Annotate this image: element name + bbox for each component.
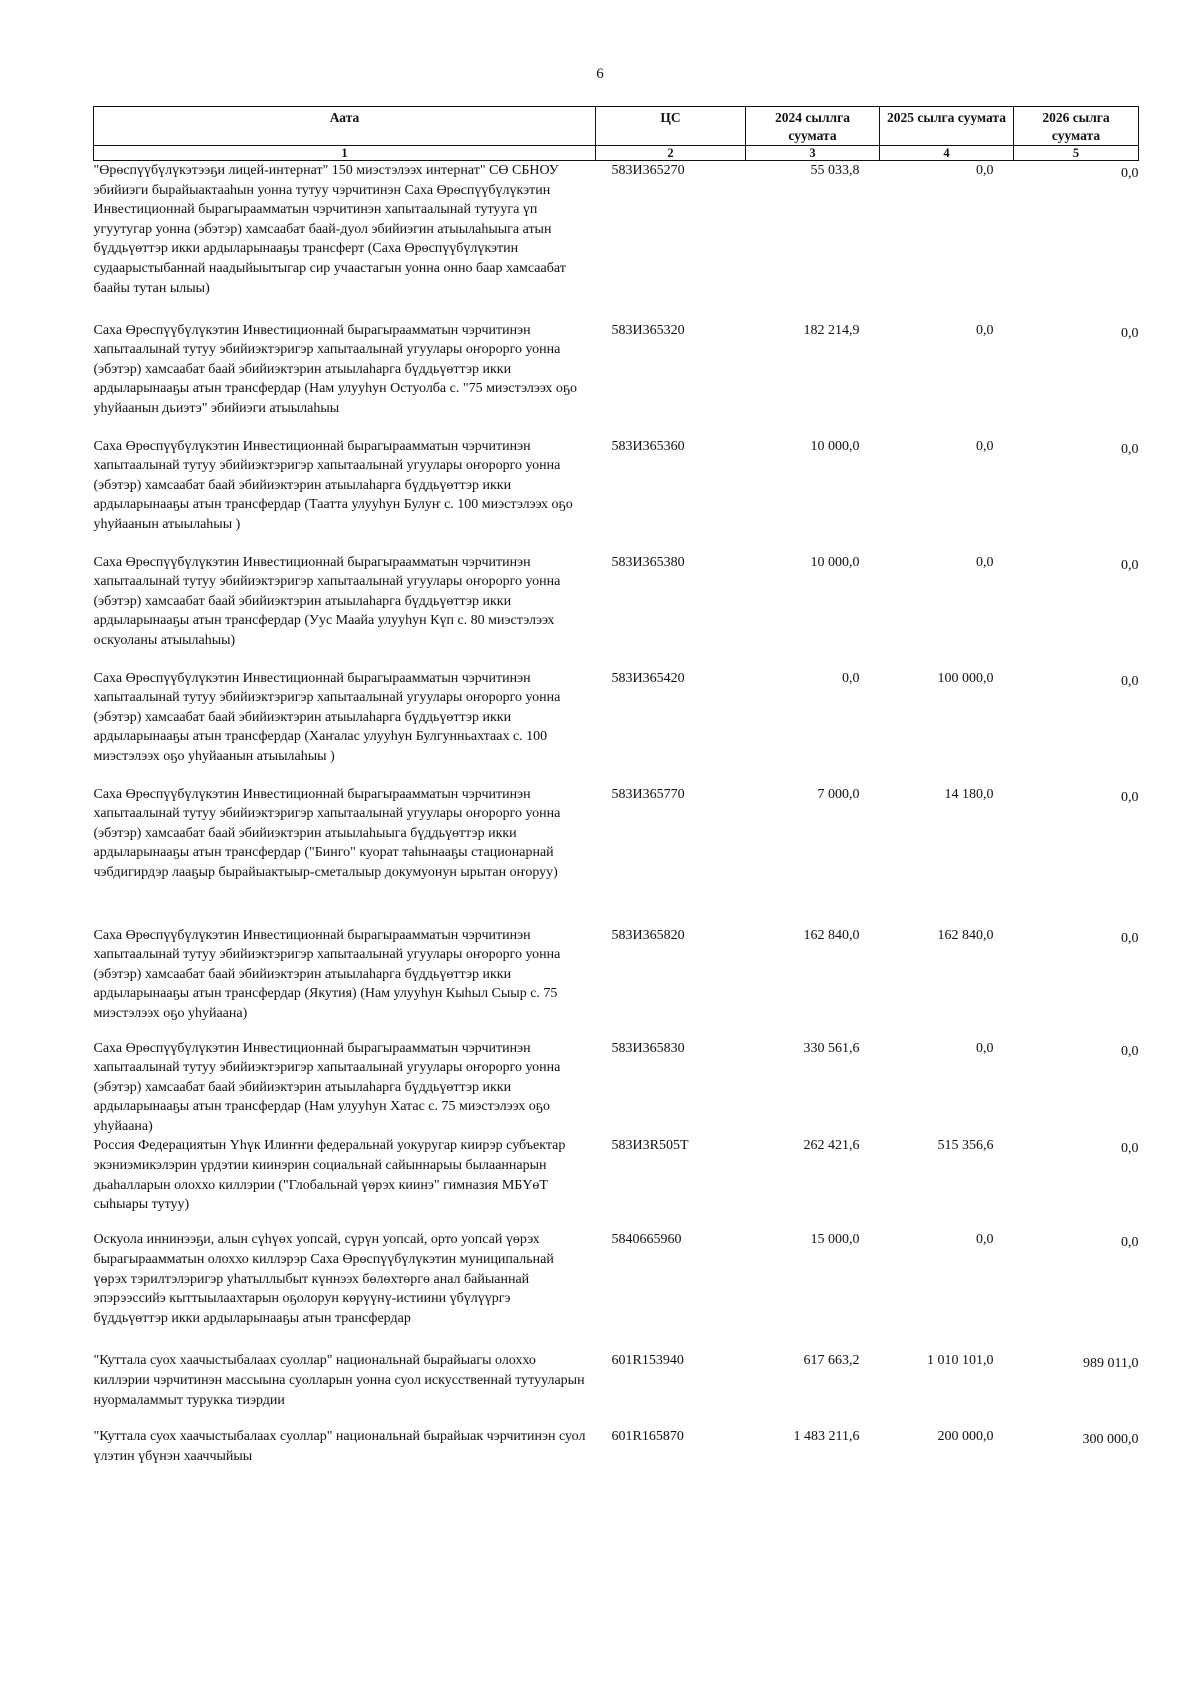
- row-name: "Куттала суох хаачыстыбалаах суоллар" национальнай бырайыак чэрчитинэн суол үлэтин үбүнэн хааччыйыы: [93, 1429, 586, 1465]
- row-value-2025: 14 180,0: [944, 786, 994, 802]
- column-number: 2: [596, 146, 746, 161]
- row-value-2025: 0,0: [976, 163, 994, 178]
- row-value-2024: 0,0: [842, 670, 860, 686]
- row-value-2026: 0,0: [1121, 789, 1139, 805]
- row-name: "Өрөспүүбүлүкэтээҕи лицей-интернат" 150 миэстэлээх интернат" СӨ СБНОУ эбийиэги бырайыактааһын уонна тутуу чэрчитинэн Саха Өрөспүүбүлүкэтин Инвестиционнай бырагыраамматын чэрчитинэн хапытаалынай тутууга үп угуутугар уонна (эбэтэр) хамсаабат баай-дуол эбийиэгин атыылаһыыга атын бүддьүөттэр икки ардыларынааҕы трансферт (Саха Өрөспүүбүлүкэтин судаарыстыбаннай наадыйыытыгар сир учаастагын уонна онно баар хамсаабат баайы тутан ылыы): [93, 163, 566, 296]
- table-row: [94, 321, 1139, 437]
- row-value-2025: 0,0: [976, 1040, 994, 1056]
- table-row: [94, 1427, 1139, 1477]
- table-row: [94, 161, 1139, 321]
- row-value-2026: 0,0: [1121, 1141, 1139, 1157]
- row-name: Саха Өрөспүүбүлүкэтин Инвестиционнай бырагыраамматын чэрчитинэн хапытаалынай тутуу эбийиэктэригэр хапытаалынай угуулары оҥорорго уонна (эбэтэр) хамсаабат баай эбийиэктэрин атыылаһарга бүддьүөттэр икки ардыларынааҕы атын трансфердар (Нам улууһун Хатас с. 75 миэстэлээх оҕо уһуйаана): [93, 1040, 561, 1134]
- row-code: 583И365770: [611, 786, 685, 802]
- row-code: 5840665960: [611, 1232, 682, 1248]
- row-value-2024: 1 483 211,6: [793, 1429, 860, 1445]
- row-value-2024: 15 000,0: [810, 1232, 860, 1248]
- row-name: Саха Өрөспүүбүлүкэтин Инвестиционнай бырагыраамматын чэрчитинэн хапытаалынай тутуу эбийиэктэригэр хапытаалынай угуулары оҥорорго уонна (эбэтэр) хамсаабат баай эбийиэктэрин атыылаһарга бүддьүөттэр икки ардыларынааҕы атын трансфердар (Таатта улууһун Булуҥ с. 100 миэстэлээх оҕо уһуйаанын атыылаһыы ): [93, 438, 573, 532]
- row-value-2025: 515 356,6: [937, 1138, 994, 1154]
- column-number: 5: [1014, 146, 1139, 161]
- header-2024: 2024 сыллга суумата: [746, 107, 880, 146]
- row-value-2026: 300 000,0: [1082, 1432, 1139, 1448]
- table-row: [94, 553, 1139, 669]
- table-row: [94, 1351, 1139, 1427]
- row-value-2024: 617 663,2: [803, 1353, 860, 1369]
- row-name: Саха Өрөспүүбүлүкэтин Инвестиционнай бырагыраамматын чэрчитинэн хапытаалынай тутуу эбийиэктэригэр хапытаалынай угуулары оҥорорго уонна (эбэтэр) хамсаабат баай эбийиэктэрин атыылаһарга бүддьүөттэр икки ардыларынааҕы атын трансфердар (Уус Маайа улууһун Күп с. 80 миэстэлээх оскуоланы атыылаһыы): [93, 554, 561, 648]
- table-row: [94, 785, 1139, 926]
- row-name: Саха Өрөспүүбүлүкэтин Инвестиционнай бырагыраамматын чэрчитинэн хапытаалынай тутуу эбийиэктэригэр хапытаалынай угуулары оҥорорго уонна (эбэтэр) хамсаабат баай эбийиэктэрин атыылаһарга бүддьүөттэр икки ардыларынааҕы атын трансфердар (Якутия) (Нам улууһун Кыһыл Сыыр с. 75 миэстэлээх оҕо уһуйаана): [93, 927, 561, 1021]
- row-value-2026: 0,0: [1121, 557, 1139, 573]
- row-value-2024: 10 000,0: [810, 554, 860, 570]
- row-value-2024: 330 561,6: [803, 1040, 860, 1056]
- row-name: Саха Өрөспүүбүлүкэтин Инвестиционнай бырагыраамматын чэрчитинэн хапытаалынай тутуу эбийиэктэригэр хапытаалынай угуулары оҥорорго уонна (эбэтэр) хамсаабат баай эбийиэктэрин атыылаһарга бүддьүөттэр икки ардыларынааҕы атын трансфердар (Нам улууһун Остуолба с. "75 миэстэлээх оҕо уһуйаанын дьиэтэ" эбийиэги атыылаһыы: [93, 322, 578, 416]
- row-value-2024: 262 421,6: [803, 1138, 860, 1154]
- row-value-2026: 0,0: [1121, 166, 1139, 181]
- table-header-row: [94, 107, 1139, 146]
- table-row: [94, 1039, 1139, 1137]
- table-row: [94, 926, 1139, 1039]
- column-number: 4: [880, 146, 1014, 161]
- table-row: [94, 669, 1139, 785]
- header-name: Аата: [94, 107, 596, 146]
- row-value-2026: 0,0: [1121, 930, 1139, 946]
- row-value-2024: 55 033,8: [810, 163, 860, 178]
- row-value-2024: 10 000,0: [810, 438, 860, 454]
- row-code: 601R153940: [611, 1353, 684, 1369]
- row-value-2026: 0,0: [1121, 325, 1139, 341]
- table-row: [94, 1230, 1139, 1351]
- row-code: 583И365270: [611, 163, 685, 178]
- row-code: 583И365380: [611, 554, 685, 570]
- row-value-2025: 162 840,0: [937, 927, 994, 943]
- row-code: 583И365360: [611, 438, 685, 454]
- row-value-2026: 989 011,0: [1083, 1356, 1139, 1372]
- row-value-2026: 0,0: [1121, 673, 1139, 689]
- row-value-2025: 0,0: [976, 554, 994, 570]
- row-value-2026: 0,0: [1121, 1235, 1139, 1251]
- row-value-2024: 162 840,0: [803, 927, 860, 943]
- row-code: 583И365320: [611, 322, 685, 338]
- header-code: ЦС: [596, 107, 746, 146]
- row-name: Россия Федерациятын Үһүк Илиҥҥи федеральнай уокуругар киирэр субъектар экэниэмикэлэрин үрдэтии киинэрин социальнай сайыннарыы былааннарын дьаһалларын олоххо киллэрии ("Глобальнай үөрэх киинэ" гимназия МБҮөТ сыһыары тутуу): [93, 1138, 566, 1213]
- column-number: 1: [94, 146, 596, 161]
- row-value-2026: 0,0: [1121, 441, 1139, 457]
- row-code: 601R165870: [611, 1429, 684, 1445]
- row-value-2025: 100 000,0: [937, 670, 994, 686]
- row-value-2025: 200 000,0: [937, 1429, 994, 1445]
- column-number: 3: [746, 146, 880, 161]
- row-value-2024: 182 214,9: [803, 322, 860, 338]
- row-code: 583И365420: [611, 670, 685, 686]
- table-row: [94, 437, 1139, 553]
- column-number-row: [94, 146, 1139, 161]
- row-value-2025: 0,0: [976, 438, 994, 454]
- header-2025: 2025 сылга суумата: [880, 107, 1014, 146]
- page-number: 6: [596, 66, 604, 82]
- row-value-2025: 1 010 101,0: [927, 1353, 994, 1369]
- row-code: 583И365830: [611, 1040, 685, 1056]
- table-row: [94, 1136, 1139, 1230]
- row-value-2026: 0,0: [1121, 1043, 1139, 1059]
- row-name: Саха Өрөспүүбүлүкэтин Инвестиционнай бырагыраамматын чэрчитинэн хапытаалынай тутуу эбийиэктэригэр хапытаалынай угуулары оҥорорго уонна (эбэтэр) хамсаабат баай эбийиэктэрин атыылаһарга бүддьүөттэр икки ардыларынааҕы атын трансфердар (Хаҥалас улууһун Булгунньахтаах с. 100 миэстэлээх оҕо уһуйаанын атыылаһыы ): [93, 670, 561, 764]
- row-value-2025: 0,0: [976, 322, 994, 338]
- row-code: 583И365820: [611, 927, 685, 943]
- header-2026: 2026 сылга суумата: [1014, 107, 1139, 146]
- row-code: 583И3R505Т: [611, 1138, 689, 1154]
- budget-table: [93, 106, 1139, 1477]
- row-name: Оскуола иннинээҕи, алын сүһүөх уопсай, сүрүн уопсай, орто уопсай үөрэх бырагыраамматын олоххо киллэрэр Саха Өрөспүүбүлүкэтин муниципальнай үөрэх тэрилтэлэригэр уһатыллыбыт күннээх бөлөхтөргө анал байыаннай эпэрээссийэ кыттыылаахтарын оҕолорун көрүүнү-истиини үбүлүүргэ бүддьүөттэр икки ардыларынааҕы атын трансфердар: [93, 1232, 554, 1326]
- row-name: "Куттала суох хаачыстыбалаах суоллар" национальнай бырайыагы олоххо киллэрии чэрчитинэн массыына суолларын уонна суол искусственнай тутууларын нуормаламмыт турукка тиэрдии: [93, 1353, 585, 1408]
- row-value-2025: 0,0: [976, 1232, 994, 1248]
- row-name: Саха Өрөспүүбүлүкэтин Инвестиционнай бырагыраамматын чэрчитинэн хапытаалынай тутуу эбийиэктэригэр хапытаалынай угуулары оҥорорго уонна (эбэтэр) хамсаабат баай эбийиэктэрин атыылаһыыга бүддьүөттэр икки ардыларынааҕы атын трансфердар ("Бинго" куорат таһынааҕы стационарнай чэбдигирдэр лааҕыр бырайыактыыр-сметалыыр докумуонун ырытан оҥоруу): [93, 786, 561, 880]
- row-value-2024: 7 000,0: [817, 786, 860, 802]
